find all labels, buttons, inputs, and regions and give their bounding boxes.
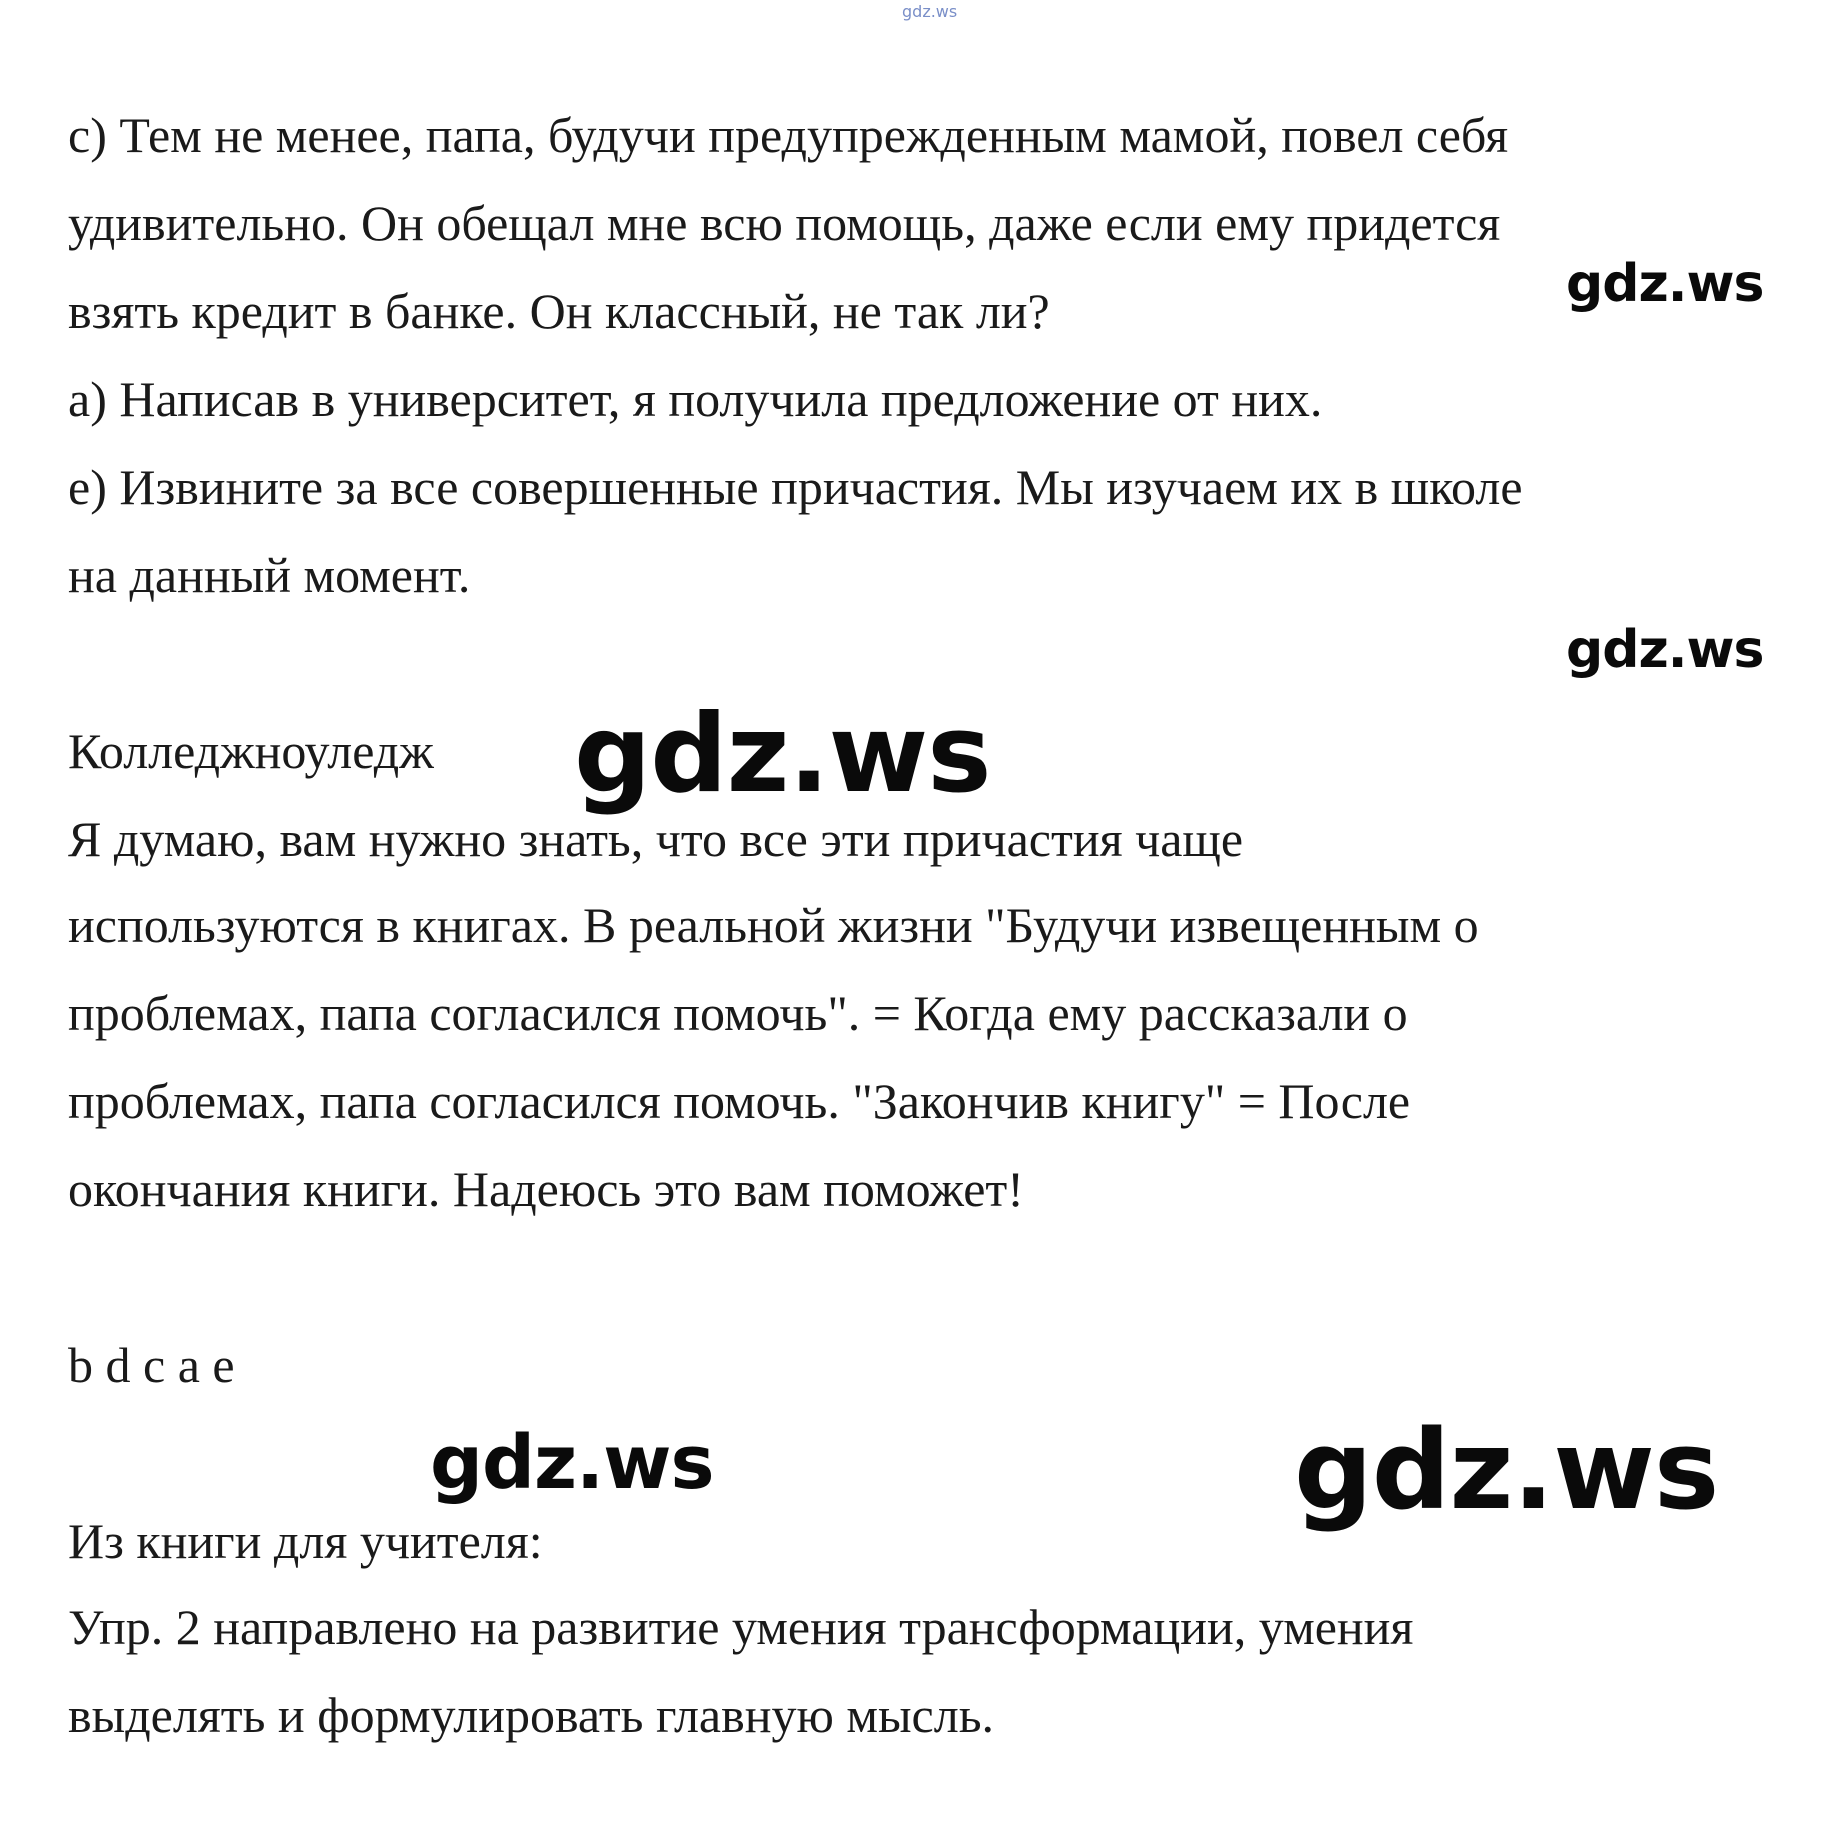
answer-order: b d c a e	[68, 1337, 235, 1393]
text-line-16: выделять и формулировать главную мысль.	[68, 1687, 995, 1743]
text-line-8: Я думаю, вам нужно знать, что все эти причастия чаще	[68, 811, 1244, 867]
text-line-11: проблемах, папа согласился помочь. "Закончив книгу" = После	[68, 1073, 1411, 1129]
watermark-4: gdz.ws	[430, 1420, 714, 1506]
text-line-12: окончания книги. Надеюсь это вам поможет!	[68, 1161, 1024, 1217]
text-line-1: c) Тем не менее, папа, будучи предупрежденным мамой, повел себя	[68, 107, 1509, 163]
text-line-5: e) Извините за все совершенные причастия. Мы изучаем их в школе	[68, 459, 1523, 515]
watermark-1: gdz.ws	[1566, 254, 1764, 314]
watermark-3: gdz.ws	[574, 692, 991, 817]
text-line-9: используются в книгах. В реальной жизни "Будучи извещенным о	[68, 897, 1479, 953]
text-line-2: удивительно. Он обещал мне всю помощь, даже если ему придется	[68, 195, 1501, 251]
section-heading: Колледжноуледж	[68, 723, 434, 779]
text-line-10: проблемах, папа согласился помочь". = Когда ему рассказали о	[68, 985, 1408, 1041]
watermark-top: gdz.ws	[902, 2, 958, 21]
teacher-book-heading: Из книги для учителя:	[68, 1513, 543, 1569]
text-line-4: a) Написав в университет, я получила предложение от них.	[68, 371, 1323, 427]
watermark-2: gdz.ws	[1566, 620, 1764, 680]
text-line-15: Упр. 2 направлено на развитие умения трансформации, умения	[68, 1599, 1414, 1655]
text-line-6: на данный момент.	[68, 547, 471, 603]
text-line-3: взять кредит в банке. Он классный, не так ли?	[68, 283, 1050, 339]
watermark-5: gdz.ws	[1294, 1406, 1719, 1534]
